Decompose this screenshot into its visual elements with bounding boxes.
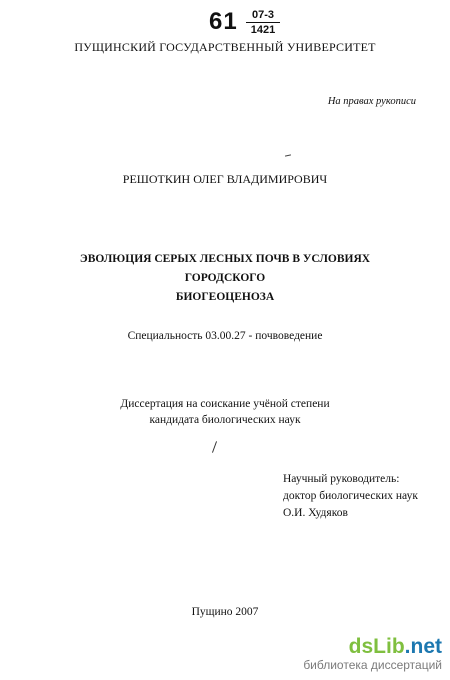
author-name: РЕШОТКИН ОЛЕГ ВЛАДИМИРОВИЧ xyxy=(122,172,328,186)
city-year: Пущино 2007 xyxy=(191,606,259,618)
supervisor-block xyxy=(283,471,418,522)
watermark-brand-a: dsLib xyxy=(348,635,405,658)
dissertation-degree xyxy=(0,396,450,428)
watermark-subtitle: библиотека диссертаций xyxy=(303,658,442,672)
supervisor-name: О.И. Худяков xyxy=(283,507,348,519)
dslib-watermark xyxy=(303,636,442,671)
thesis-title-line-2: БИОГЕОЦЕНОЗА xyxy=(175,291,275,303)
watermark-logo xyxy=(303,636,442,657)
dissertation-line-2: кандидата биологических наук xyxy=(149,414,301,426)
pen-mark xyxy=(285,154,291,156)
pen-stroke xyxy=(212,441,217,453)
specialty: Специальность 03.00.27 - почвоведение xyxy=(127,330,323,342)
university-name: ПУЩИНСКИЙ ГОСУДАРСТВЕННЫЙ УНИВЕРСИТЕТ xyxy=(74,40,376,54)
dissertation-line-1: Диссертация на соискание учёной степени xyxy=(120,398,330,410)
manuscript-rights-note: На правах рукописи xyxy=(327,96,416,107)
stamp-denominator: 1421 xyxy=(250,24,276,36)
thesis-title xyxy=(40,250,410,307)
library-stamp-number: 61 xyxy=(209,8,238,35)
stamp-numerator: 07-3 xyxy=(246,10,280,23)
supervisor-degree: доктор биологических наук xyxy=(283,490,418,502)
thesis-title-line-1: ЭВОЛЮЦИЯ СЕРЫХ ЛЕСНЫХ ПОЧВ В УСЛОВИЯХ ГОРОДСКОГО xyxy=(79,253,371,284)
library-stamp-fraction xyxy=(246,10,280,36)
supervisor-heading: Научный руководитель: xyxy=(283,473,400,485)
watermark-brand-b: .net xyxy=(404,635,442,658)
